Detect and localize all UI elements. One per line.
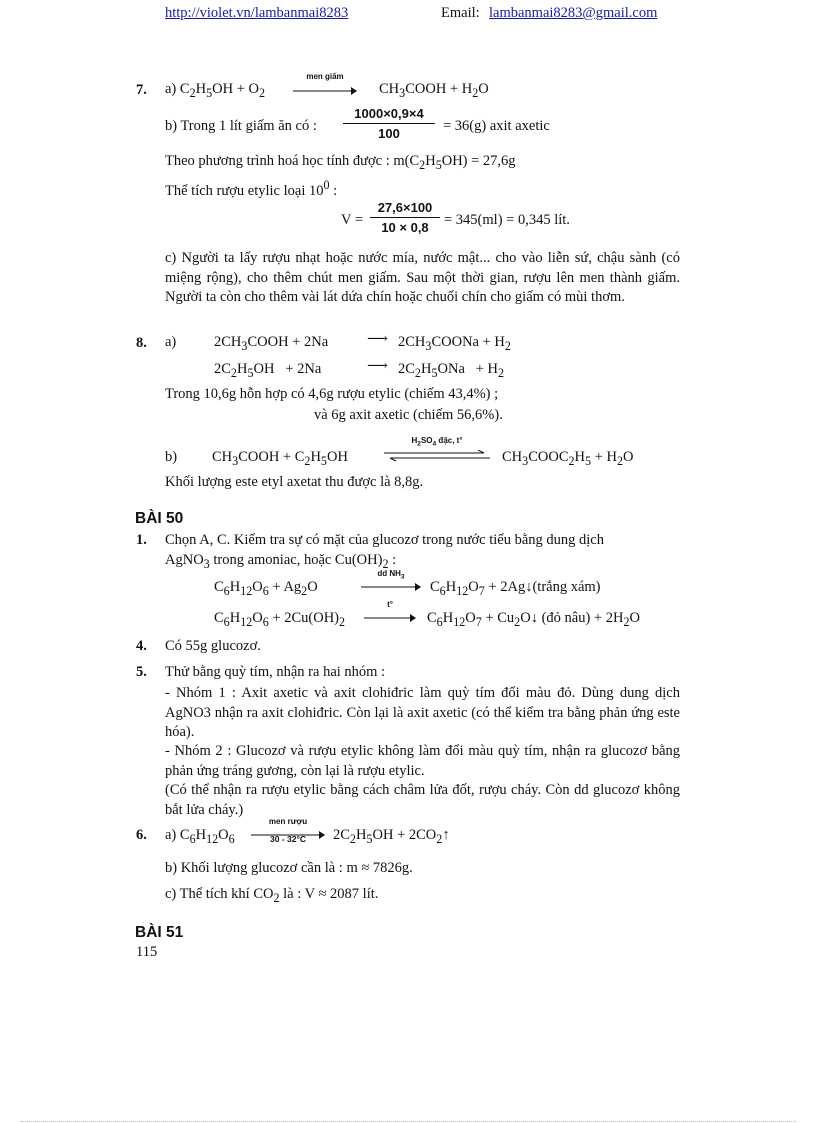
equilibrium-arrow	[384, 436, 490, 462]
arrow-label: dd $NH_3$	[377, 569, 405, 581]
fraction: 27,6×100 10 × 0,8	[370, 199, 440, 236]
question-number-4: 4.	[136, 638, 147, 654]
q6-c-text: c) Thể tích khí $CO_2$ là : V ≈ 2087 lít.	[165, 886, 379, 905]
q1-reaction-1-left: $C_6H_{12}O_6 + Ag_2O$	[214, 579, 318, 598]
right-arrow-icon: ⟶	[367, 331, 388, 347]
q1-text-line-2: AgNO$_3$ trong amoniac, hoặc $Cu(OH)_2$ :	[165, 552, 397, 571]
q8-b-left: $CH_3COOH + C_2H_5OH$	[212, 449, 348, 468]
q1-reaction-2-left: $C_6H_{12}O_6 + 2Cu(OH)_2$	[214, 610, 346, 629]
q7-theo: Theo phương trình hoá học tính được : $m(C_2H_5OH) = 27,6g$	[165, 153, 516, 172]
q7-c-paragraph: c) Người ta lấy rượu nhạt hoặc nước mía, nước mật... cho vào liễn sứ, chậu sành (có miệng rộng), cho thêm chút men giấm. Sau một thời gian, rượu lên men thành giấm. Người ta còn cho thêm vài lát dứa chín hoặc chuối chín cho giấm có mùi thơm.	[165, 250, 680, 305]
arrow-icon	[364, 613, 416, 623]
arrow-icon	[293, 86, 357, 96]
q5-group-2: - Nhóm 2 : Glucozơ và rượu etylic không làm đổi màu quỳ tím, nhận ra glucozơ bằng phản ứng tráng gương, còn lại là rượu etylic.	[165, 743, 680, 779]
q5-intro: Thử bằng quỳ tím, nhận ra hai nhóm :	[165, 664, 386, 680]
header-link[interactable]: http://violet.vn/lambanmai8283	[165, 5, 349, 21]
q8-trong: Trong 10,6g hỗn hợp có 4,6g rượu etylic (chiếm 43,4%) ;	[165, 386, 499, 402]
page-bottom-divider	[20, 1121, 796, 1122]
q8-reaction-2-right: $2C_2H_5ONa + H_2$	[398, 361, 505, 380]
q5-group-1: - Nhóm 1 : Axit axetic và axit clohiđric làm quỳ tím đổi màu đỏ. Dùng dung dịch AgNO3 nhận ra axit clohiđric. Còn lại là axit axetic (có thể kiểm tra bằng phản ứng este hóa).	[165, 685, 680, 740]
section-heading-bai-50: BÀI 50	[135, 510, 184, 527]
q6-reaction-left: a) $C_6H_{12}O_6$	[165, 827, 235, 846]
arrow-label-bottom: 30 - 32°C	[269, 834, 306, 844]
question-number-7: 7.	[136, 82, 147, 98]
q6-b-text: b) Khối lượng glucozơ cần là : m ≈ 7826g.	[165, 860, 413, 876]
fraction: 1000×0,9×4 100	[343, 105, 435, 142]
q8-b-right: $CH_3COOC_2H_5 + H_2O$	[502, 449, 634, 468]
header-email-label: Email:	[441, 5, 480, 21]
q1-reaction-1-right: $C_6H_{12}O_7$ + 2Ag↓(trắng xám)	[430, 579, 601, 598]
q8-b-label: b)	[165, 449, 178, 465]
reaction-arrow	[293, 72, 357, 94]
header-email[interactable]: lambanmai8283@gmail.com	[489, 5, 658, 21]
q6-reaction-right: $2C_2H_5OH$ + $2CO_2↑$	[333, 827, 450, 846]
q7-b-text: b) Trong 1 lít giấm ăn có :	[165, 118, 317, 134]
question-number-8: 8.	[136, 335, 147, 351]
q5-note: (Có thể nhận ra rượu etylic bằng cách châm lửa đốt, rượu cháy. Còn dd glucozơ không bắt lửa cháy.)	[165, 782, 680, 818]
reaction-arrow	[251, 817, 325, 844]
q7-reaction: a) $C_2H_5OH + O_2$	[165, 81, 266, 100]
q7-b-result: = 36(g) axit axetic	[443, 118, 550, 134]
arrow-label: t°	[387, 600, 393, 609]
reaction-arrow	[364, 600, 416, 621]
equilibrium-arrow-icon	[384, 450, 490, 462]
q8-reaction-1-right: $2CH_3COONa + H_2$	[398, 334, 511, 353]
arrow-label: men giấm	[306, 72, 344, 81]
q4-text: Có 55g glucozơ.	[165, 638, 261, 654]
reaction-arrow	[361, 569, 421, 590]
q8-va: và 6g axit axetic (chiếm 56,6%).	[314, 407, 503, 423]
section-heading-bai-51: BÀI 51	[135, 924, 184, 941]
question-number-5: 5.	[136, 664, 147, 680]
right-arrow-icon: ⟶	[367, 358, 388, 374]
arrow-label-top: men rượu	[268, 817, 308, 826]
arrow-label: $H_2SO_4$ đặc, t°	[411, 436, 463, 448]
v-result: = 345(ml) = 0,345 lít.	[444, 212, 570, 228]
q8-khoiluong: Khối lượng este etyl axetat thu được là 8,8g.	[165, 474, 424, 490]
q8-a-label: a)	[165, 334, 177, 350]
q7-thetich: Thể tích rượu etylic loại $10^0$ :	[165, 178, 338, 199]
q1-reaction-2-right: $C_6H_{12}O_7$ + $Cu_2O↓$ (đỏ nâu) + $2H_2O$	[427, 610, 640, 629]
arrow-icon	[361, 582, 421, 592]
q8-reaction-2-left: $2C_2H_5OH + 2Na$	[214, 361, 322, 380]
v-equals: V =	[341, 212, 364, 228]
page-number: 115	[136, 944, 158, 960]
question-number-6: 6.	[136, 827, 147, 843]
q1-text-line-1: Chọn A, C. Kiểm tra sự có mặt của glucozơ trong nước tiểu bằng dung dịch	[165, 532, 604, 548]
question-number-1: 1.	[136, 532, 147, 548]
q8-reaction-1-left: $2CH_3COOH + 2Na$	[214, 334, 329, 353]
q7-products: $CH_3COOH + H_2O$	[379, 81, 489, 100]
